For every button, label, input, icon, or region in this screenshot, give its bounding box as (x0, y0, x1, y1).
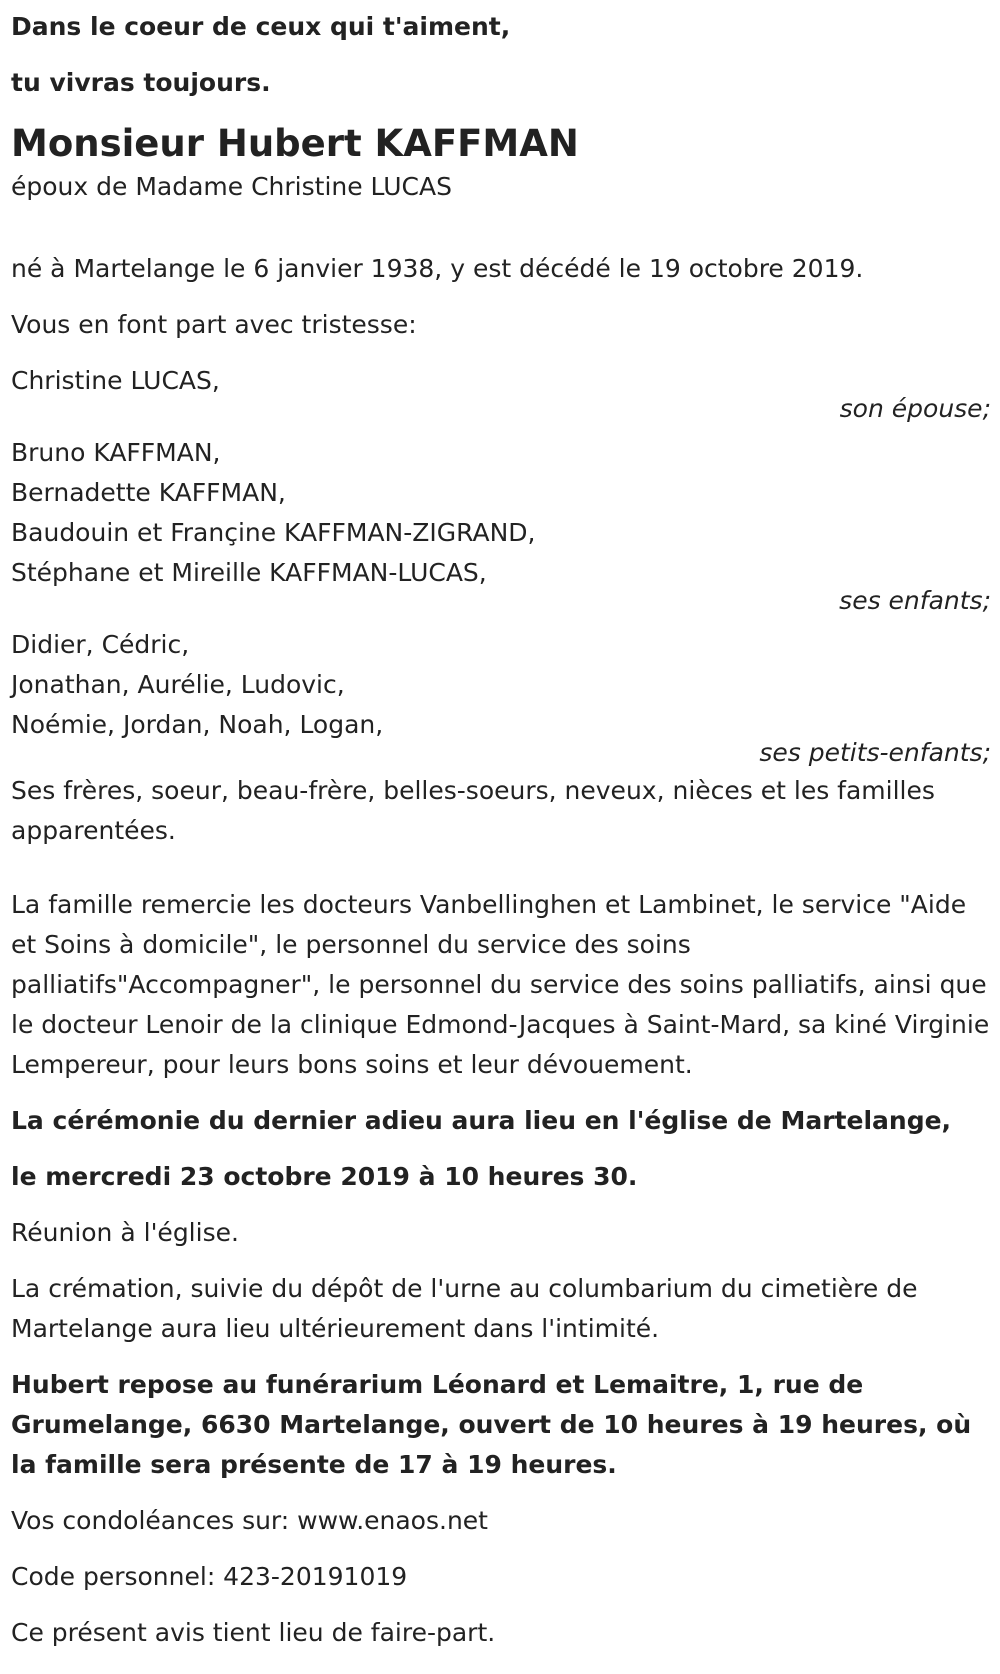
cremation-info: La crémation, suivie du dépôt de l'urne au columbarium du cimetière de Martelange aura lieu ultérieurement dans l'intimité. (11, 1274, 918, 1343)
relatives: Ses frères, soeur, beau-frère, belles-soeurs, neveux, nièces et les familles apparentées. (11, 776, 935, 845)
spouse-line: époux de Madame Christine LUCAS (11, 172, 452, 201)
spacer (11, 851, 991, 885)
family-group-children (11, 433, 991, 619)
obituary-notice (11, 7, 991, 1653)
family-group-grandchildren (11, 625, 991, 771)
closing-line: Ce présent avis tient lieu de faire-part. (11, 1618, 496, 1647)
meeting-info: Réunion à l'église. (11, 1218, 239, 1247)
ceremony-line-1: La cérémonie du dernier adieu aura lieu en l'église de Martelange, (11, 1106, 952, 1135)
ceremony-line-2: le mercredi 23 octobre 2019 à 10 heures 30. (11, 1162, 638, 1191)
birth-death-dates: né à Martelange le 6 janvier 1938, y est décédé le 19 octobre 2019. (11, 254, 864, 283)
family-name: Didier, Cédric, (11, 630, 190, 659)
family-name: Christine LUCAS, (11, 366, 220, 395)
thanks: La famille remercie les docteurs Vanbellinghen et Lambinet, le service "Aide et Soins à domicile", le personnel du service des soins palliatifs"Accompagner", le personnel du service des soins palliatifs, ainsi que le docteur Lenoir de la clinique Edmond-Jacques à Saint-Mard, sa kiné Virginie Lempereur, pour leurs bons soins et leur dévouement. (11, 890, 990, 1079)
funerarium-info: Hubert repose au funérarium Léonard et Lemaitre, 1, rue de Grumelange, 6630 Martelange, ouvert de 10 heures à 19 heures, où la famille sera présente de 17 à 19 heures. (11, 1370, 972, 1479)
condolences-info: Vos condoléances sur: www.enaos.net (11, 1506, 488, 1535)
epitaph-line-1: Dans le coeur de ceux qui t'aiment, (11, 12, 511, 41)
family-relation: ses petits-enfants; (759, 738, 991, 767)
family-relation: ses enfants; (839, 586, 991, 615)
family-name: Stéphane et Mireille KAFFMAN-LUCAS, (11, 558, 487, 587)
announcement: Vous en font part avec tristesse: (11, 310, 417, 339)
family-name: Jonathan, Aurélie, Ludovic, (11, 670, 345, 699)
family-name: Baudouin et Françine KAFFMAN-ZIGRAND, (11, 518, 536, 547)
family-name: Noémie, Jordan, Noah, Logan, (11, 710, 384, 739)
family-relation: son épouse; (839, 394, 991, 423)
family-group-spouse (11, 361, 991, 427)
deceased-name: Monsieur Hubert KAFFMAN (11, 122, 579, 165)
family-name: Bernadette KAFFMAN, (11, 478, 286, 507)
family-name: Bruno KAFFMAN, (11, 438, 221, 467)
personal-code: Code personnel: 423-20191019 (11, 1562, 408, 1591)
epitaph-line-2: tu vivras toujours. (11, 68, 271, 97)
